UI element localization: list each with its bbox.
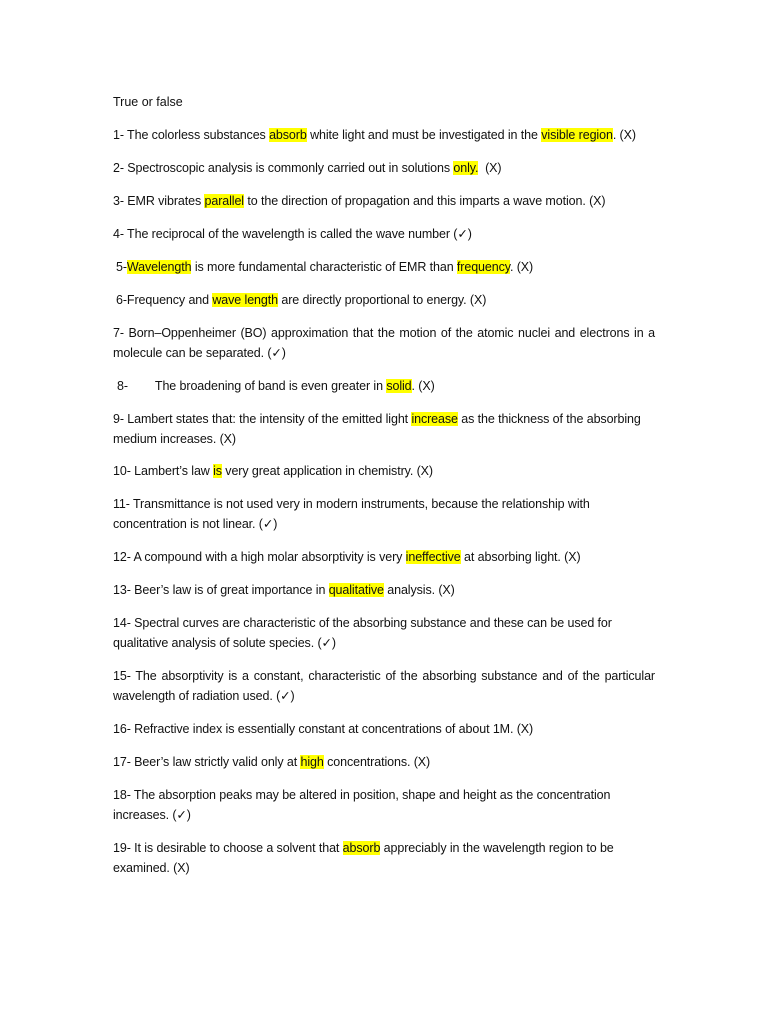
statement-5 [116, 257, 658, 277]
statement-text: to the direction of propagation and this imparts a wave motion. (X) [244, 194, 606, 208]
statement-answer: . (X) [510, 260, 534, 274]
statement-19 [113, 838, 638, 878]
statement-text: 9- Lambert states that: the intensity of the emitted light [113, 412, 412, 426]
highlighted-term: qualitative [328, 583, 384, 597]
statement-text: concentrations. (X) [323, 755, 431, 769]
statement-10 [113, 461, 655, 481]
statement-text: white light and must be investigated in the [306, 128, 542, 142]
statement-text: is more fundamental characteristic of EMR than [191, 260, 457, 274]
statement-text: 7- Born–Oppenheimer (BO) approximation that the motion of the atomic nuclei and electrons in a molecule can be separated. (✓) [113, 326, 655, 360]
statement-number: 8- [117, 379, 128, 393]
highlighted-term: Wavelength [126, 260, 192, 274]
highlighted-term: increase [411, 412, 458, 426]
statement-text: 11- Transmittance is not used very in modern instruments, because the relationship with concentration is not linear. (✓) [113, 497, 590, 531]
statement-text: 12- A compound with a high molar absorptivity is very [113, 550, 406, 564]
statement-text: appreciably in the wavelength region to be examined. (X) [113, 841, 614, 875]
statement-7 [113, 323, 655, 363]
statement-text: 2- Spectroscopic analysis is commonly carried out in solutions [113, 161, 454, 175]
highlighted-term: parallel [204, 194, 244, 208]
highlighted-term: wave length [212, 293, 278, 307]
statement-12 [113, 547, 655, 567]
statement-answer: . (X) [612, 128, 636, 142]
statement-text: 3- EMR vibrates [113, 194, 205, 208]
statement-text: at absorbing light. (X) [460, 550, 581, 564]
statement-text: analysis. (X) [383, 583, 455, 597]
statement-text: as the thickness of the absorbing medium increases. (X) [113, 412, 641, 446]
highlighted-term: visible region [541, 128, 613, 142]
highlighted-term: absorb [269, 128, 307, 142]
statement-text: 13- Beer’s law is of great importance in [113, 583, 329, 597]
statement-text: very great application in chemistry. (X) [221, 464, 433, 478]
statement-answer: (X) [478, 161, 502, 175]
highlighted-term: frequency [456, 260, 510, 274]
statement-18 [113, 785, 633, 825]
statement-15 [113, 666, 655, 706]
statement-3 [113, 191, 655, 211]
statement-text: 14- Spectral curves are characteristic of the absorbing substance and these can be used for qualitative analysis of solute species. (✓) [113, 616, 612, 650]
statement-11 [113, 494, 655, 534]
statement-text: 18- The absorption peaks may be altered in position, shape and height as the concentration increases. (✓) [113, 788, 611, 822]
highlighted-term: only. [453, 161, 479, 175]
statement-answer: . (X) [411, 379, 435, 393]
statement-text: 6-Frequency and [116, 293, 213, 307]
statement-16 [113, 719, 655, 739]
statement-text: are directly proportional to energy. (X) [278, 293, 487, 307]
page-title: True or false [113, 95, 183, 109]
statement-4 [113, 224, 655, 244]
statement-text: 16- Refractive index is essentially constant at concentrations of about 1M. (X) [113, 722, 534, 736]
highlighted-term: ineffective [405, 550, 461, 564]
statement-8 [117, 376, 659, 396]
statement-1 [113, 125, 655, 145]
highlighted-term: solid [386, 379, 412, 393]
statement-text: 15- The absorptivity is a constant, characteristic of the absorbing substance and of the particular wavelength of radiation used. (✓) [113, 669, 655, 703]
highlighted-term: high [300, 755, 324, 769]
highlighted-term: is [213, 464, 222, 478]
statement-13 [113, 580, 655, 600]
statement-text: 1- The colorless substances [113, 128, 270, 142]
statement-text: The broadening of band is even greater in [154, 379, 387, 393]
statement-6 [116, 290, 658, 310]
statement-17 [113, 752, 655, 772]
statement-text: 5- [116, 260, 127, 274]
statement-2 [113, 158, 655, 178]
statement-text: 19- It is desirable to choose a solvent that [113, 841, 343, 855]
statement-9 [113, 409, 655, 449]
statement-text: 4- The reciprocal of the wavelength is called the wave number (✓) [113, 227, 472, 241]
statement-14 [113, 613, 627, 653]
statement-text: 17- Beer’s law strictly valid only at [113, 755, 301, 769]
highlighted-term: absorb [342, 841, 381, 855]
statement-text: 10- Lambert’s law [113, 464, 214, 478]
